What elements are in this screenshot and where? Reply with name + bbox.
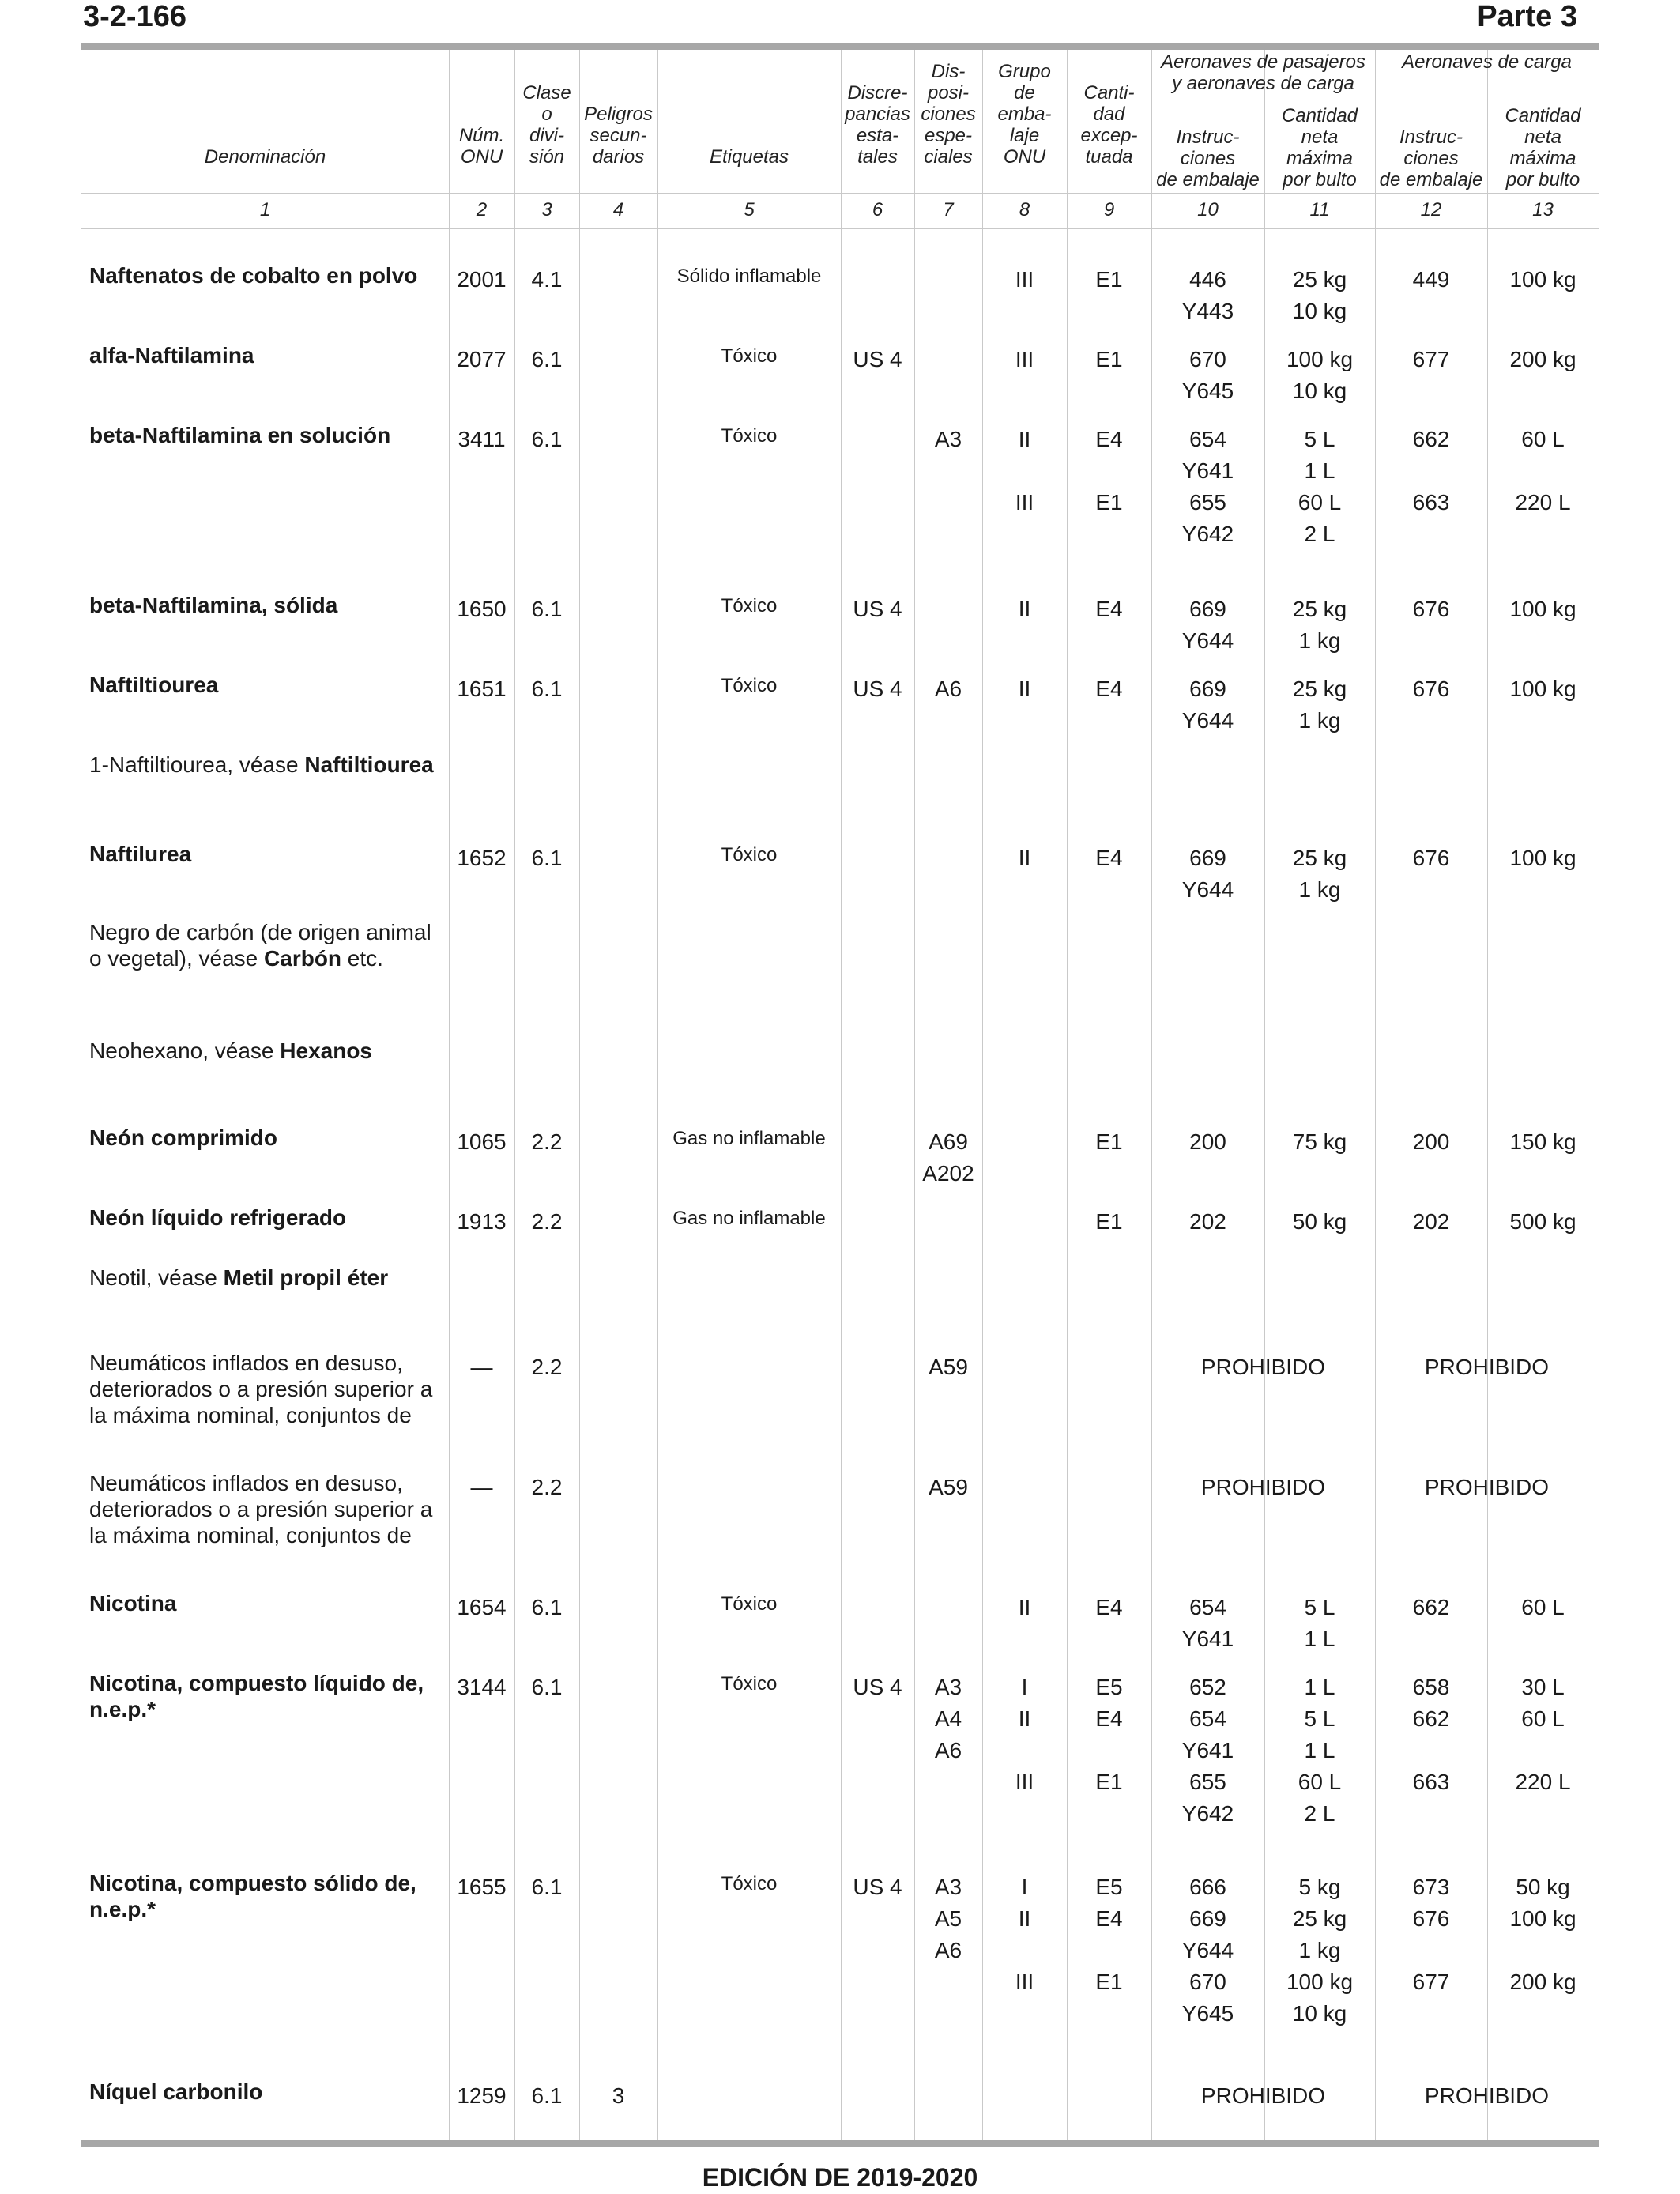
cell-un: — — [470, 1475, 493, 1499]
prohibido-carga: PROHIBIDO — [1424, 1475, 1550, 1499]
cell-un: 2077 — [457, 347, 507, 371]
row-name: Nicotina, compuesto sólido de, n.e.p.* — [89, 1871, 416, 1921]
cell-disc: US 4 — [853, 677, 902, 701]
cell-un: 1655 — [457, 1875, 507, 1899]
row-name: Naftenatos de cobalto en polvo — [89, 263, 418, 288]
cell-eq: E1 — [1095, 1209, 1123, 1234]
cell-cq: 100 kg — [1509, 677, 1576, 701]
cell-eq: E1 — [1095, 347, 1123, 371]
row-name: 1-Naftiltiourea, véase Naftiltiourea — [89, 752, 434, 777]
column-number: 9 — [1103, 199, 1115, 221]
cell-pi: 670 Y645 — [1181, 347, 1234, 403]
row-name: Negro de carbón (de origen animal o vegetal), véase Carbón etc. — [89, 920, 431, 971]
cell-cq: 150 kg — [1509, 1129, 1576, 1154]
header-disposiciones: Dis- posi- ciones espe- ciales — [921, 61, 976, 168]
cell-pg: II — [1018, 597, 1031, 621]
header-peligros: Peligros secun- darios — [584, 104, 653, 168]
cell-cls: 6.1 — [531, 1675, 563, 1699]
see-reference: Metil propil éter — [223, 1265, 389, 1290]
cell-label: Tóxico — [721, 1593, 778, 1615]
cell-cls: 2.2 — [531, 1209, 563, 1234]
cell-ci: 449 — [1412, 267, 1450, 292]
cell-cq: 60 L — [1521, 1595, 1565, 1619]
column-number: 6 — [872, 199, 883, 221]
header-instrucciones-pax: Instruc- ciones de embalaje — [1156, 126, 1260, 190]
cell-eq: E1 — [1095, 267, 1123, 292]
cell-cq: 500 kg — [1509, 1209, 1576, 1234]
cell-cls: 6.1 — [531, 677, 563, 701]
row-name: Neón líquido refrigerado — [89, 1205, 347, 1230]
bottom-rule — [81, 2140, 1599, 2147]
cell-pq: 5 L 1 L 60 L 2 L — [1298, 427, 1342, 546]
cell-pi: 202 — [1189, 1209, 1226, 1234]
column-divider — [914, 50, 915, 2140]
cell-ci: 677 — [1412, 347, 1450, 371]
cell-pq: 1 L 5 L 1 L 60 L 2 L — [1298, 1675, 1342, 1826]
prohibido-pasajeros: PROHIBIDO — [1200, 2083, 1326, 2108]
cell-ci: 676 — [1412, 597, 1450, 621]
cell-ci: 202 — [1412, 1209, 1450, 1234]
cell-label: Tóxico — [721, 675, 778, 696]
cell-pi: 446 Y443 — [1181, 267, 1234, 323]
cell-cq: 60 L 220 L — [1515, 427, 1571, 515]
column-number: 8 — [1019, 199, 1030, 221]
cell-label: Sólido inflamable — [676, 266, 822, 287]
cell-cq: 50 kg 100 kg 200 kg — [1509, 1875, 1576, 1994]
cell-ci: 662 — [1412, 1595, 1450, 1619]
cell-pq: 5 L 1 L — [1304, 1595, 1335, 1651]
top-rule — [81, 43, 1599, 50]
cell-pq: 100 kg 10 kg — [1286, 347, 1354, 403]
cell-sub: 3 — [612, 2083, 625, 2108]
cell-cls: 6.1 — [531, 347, 563, 371]
cell-cls: 6.1 — [531, 1595, 563, 1619]
row-name: Nicotina, compuesto líquido de, n.e.p.* — [89, 1671, 424, 1721]
column-number: 4 — [612, 199, 624, 221]
cell-pi: 669 Y644 — [1181, 677, 1234, 733]
cell-un: 2001 — [457, 267, 507, 292]
header-discrepancias: Discre- pancias esta- tales — [845, 82, 910, 168]
cell-pq: 25 kg 1 kg — [1292, 597, 1347, 653]
see-reference: Hexanos — [280, 1039, 372, 1063]
row-name: Neotil, véase Metil propil éter — [89, 1265, 389, 1290]
cell-eq: E4 — [1095, 846, 1123, 870]
cell-pg: II — [1018, 677, 1031, 701]
cell-pq: 5 kg 25 kg 1 kg 100 kg 10 kg — [1286, 1875, 1354, 2026]
cell-un: 1913 — [457, 1209, 507, 1234]
cell-ci: 662 663 — [1412, 427, 1450, 515]
row-name: Neohexano, véase Hexanos — [89, 1039, 372, 1063]
cell-un: 1065 — [457, 1129, 507, 1154]
cell-cls: 6.1 — [531, 846, 563, 870]
cell-eq: E5 E4 E1 — [1095, 1675, 1123, 1794]
prohibido-carga: PROHIBIDO — [1424, 2083, 1550, 2108]
row-name: Neumáticos inflados en desuso, deteriorados o a presión superior a la máxima nominal, conjuntos de — [89, 1351, 433, 1427]
cell-disc: US 4 — [853, 597, 902, 621]
cell-pg: III — [1015, 267, 1034, 292]
cell-ci: 658 662 663 — [1412, 1675, 1450, 1794]
cell-cls: 2.2 — [531, 1475, 563, 1499]
cell-label: Tóxico — [721, 595, 778, 616]
prohibido-carga: PROHIBIDO — [1424, 1355, 1550, 1379]
cell-eq: E4 — [1095, 597, 1123, 621]
cell-pi: 200 — [1189, 1129, 1226, 1154]
cell-un: 1652 — [457, 846, 507, 870]
cell-pi: 654 Y641 — [1181, 1595, 1234, 1651]
cell-pq: 50 kg — [1292, 1209, 1347, 1234]
row-name: beta-Naftilamina, sólida — [89, 593, 338, 617]
column-number: 3 — [541, 199, 552, 221]
row-name: Níquel carbonilo — [89, 2079, 263, 2104]
header-cantidad-pax: Cantidad neta máxima por bulto — [1281, 105, 1358, 190]
header-instrucciones-carga: Instruc- ciones de embalaje — [1379, 126, 1483, 190]
header-cantidad-carga: Cantidad neta máxima por bulto — [1505, 105, 1581, 190]
cell-pi: 669 Y644 — [1181, 597, 1234, 653]
cell-eq: E5 E4 E1 — [1095, 1875, 1123, 1994]
cell-eq: E4 — [1095, 1595, 1123, 1619]
cell-pi: 652 654 Y641 655 Y642 — [1181, 1675, 1234, 1826]
cell-ci: 200 — [1412, 1129, 1450, 1154]
prohibido-pasajeros: PROHIBIDO — [1200, 1355, 1326, 1379]
page-number: 3-2-166 — [83, 0, 186, 33]
cell-label: Tóxico — [721, 844, 778, 865]
cell-un: 3411 — [458, 427, 506, 451]
cell-pq: 25 kg 1 kg — [1292, 677, 1347, 733]
cell-pi: 669 Y644 — [1181, 846, 1234, 902]
header-num-onu: Núm. ONU — [458, 125, 505, 168]
edition-footer: EDICIÓN DE 2019-2020 — [702, 2163, 978, 2192]
header-cantidad-exceptuada: Canti- dad excep- tuada — [1080, 82, 1138, 168]
cell-pg: II — [1018, 846, 1031, 870]
cell-un: 1651 — [457, 677, 507, 701]
cell-cls: 6.1 — [531, 427, 563, 451]
header-grupo: Grupo de emba- laje ONU — [997, 61, 1052, 168]
header-divider — [81, 193, 1599, 194]
cell-disc: US 4 — [853, 347, 902, 371]
header-pasajeros-group: Aeronaves de pasajeros y aeronaves de carga — [1161, 51, 1365, 94]
cell-pq: 75 kg — [1292, 1129, 1347, 1154]
row-name: Naftilurea — [89, 842, 192, 866]
cell-pg: III — [1015, 347, 1034, 371]
cell-pg: I II III — [1015, 1875, 1034, 1994]
cell-sp: A59 — [929, 1355, 968, 1379]
column-number: 1 — [259, 199, 271, 221]
see-reference: Naftiltiourea — [304, 752, 434, 777]
header-etiquetas: Etiquetas — [709, 146, 789, 168]
cell-eq: E4 E1 — [1095, 427, 1123, 515]
cell-disc: US 4 — [853, 1675, 902, 1699]
cell-sp: A59 — [929, 1475, 968, 1499]
row-name: Neón comprimido — [89, 1125, 278, 1150]
row-name: Nicotina — [89, 1591, 177, 1615]
cell-label: Tóxico — [721, 1673, 778, 1695]
header-carga-group: Aeronaves de carga — [1402, 51, 1572, 73]
cell-pg: II — [1018, 1595, 1031, 1619]
row-name: alfa-Naftilamina — [89, 343, 254, 368]
cell-cls: 6.1 — [531, 597, 563, 621]
cell-sp: A3 A4 A6 — [934, 1675, 962, 1762]
cell-cls: 4.1 — [531, 267, 563, 292]
cell-label: Gas no inflamable — [672, 1128, 826, 1149]
cell-eq: E4 — [1095, 677, 1123, 701]
cell-pg: I II III — [1015, 1675, 1034, 1794]
cell-cls: 6.1 — [531, 2083, 563, 2108]
column-number-divider — [81, 228, 1599, 229]
cell-cls: 6.1 — [531, 1875, 563, 1899]
cell-cq: 30 L 60 L 220 L — [1515, 1675, 1571, 1794]
prohibido-pasajeros: PROHIBIDO — [1200, 1475, 1326, 1499]
cell-un: 3144 — [457, 1675, 507, 1699]
cell-disc: US 4 — [853, 1875, 902, 1899]
cell-sp: A69 A202 — [922, 1129, 974, 1186]
column-number: 10 — [1197, 199, 1219, 221]
see-reference: Carbón — [264, 946, 342, 971]
cell-un: 1259 — [457, 2083, 507, 2108]
cell-un: 1650 — [457, 597, 507, 621]
cell-pi: 654 Y641 655 Y642 — [1181, 427, 1234, 546]
cell-pi: 666 669 Y644 670 Y645 — [1181, 1875, 1234, 2026]
cell-ci: 676 — [1412, 846, 1450, 870]
cell-pq: 25 kg 10 kg — [1292, 267, 1347, 323]
cell-cq: 100 kg — [1509, 267, 1576, 292]
header-denominacion: Denominación — [204, 146, 326, 168]
cell-ci: 673 676 677 — [1412, 1875, 1450, 1994]
cell-label: Tóxico — [721, 1873, 778, 1894]
column-number: 7 — [943, 199, 954, 221]
row-name: Neumáticos inflados en desuso, deteriorados o a presión superior a la máxima nominal, conjuntos de — [89, 1471, 433, 1547]
column-number: 12 — [1420, 199, 1442, 221]
cell-label: Tóxico — [721, 425, 778, 447]
column-number: 13 — [1532, 199, 1554, 221]
cell-un: — — [470, 1355, 493, 1379]
cell-sp: A3 — [934, 427, 962, 451]
cell-label: Gas no inflamable — [672, 1208, 826, 1229]
column-number: 5 — [744, 199, 755, 221]
column-number: 2 — [476, 199, 488, 221]
cell-ci: 676 — [1412, 677, 1450, 701]
row-name: beta-Naftilamina en solución — [89, 423, 391, 447]
cell-pg: II III — [1015, 427, 1034, 515]
cell-sp: A3 A5 A6 — [934, 1875, 962, 1962]
cell-cls: 2.2 — [531, 1129, 563, 1154]
cell-un: 1654 — [457, 1595, 507, 1619]
column-divider — [579, 50, 580, 2140]
cell-sp: A6 — [934, 677, 962, 701]
cell-eq: E1 — [1095, 1129, 1123, 1154]
row-name: Naftiltiourea — [89, 673, 219, 697]
cell-cq: 100 kg — [1509, 846, 1576, 870]
cell-cq: 200 kg — [1509, 347, 1576, 371]
cell-cq: 100 kg — [1509, 597, 1576, 621]
column-number: 11 — [1309, 199, 1330, 221]
header-clase: Clase o divi- sión — [522, 82, 571, 168]
cell-label: Tóxico — [721, 345, 778, 367]
cell-pq: 25 kg 1 kg — [1292, 846, 1347, 902]
cell-cls: 2.2 — [531, 1355, 563, 1379]
part-title: Parte 3 — [1477, 0, 1577, 33]
